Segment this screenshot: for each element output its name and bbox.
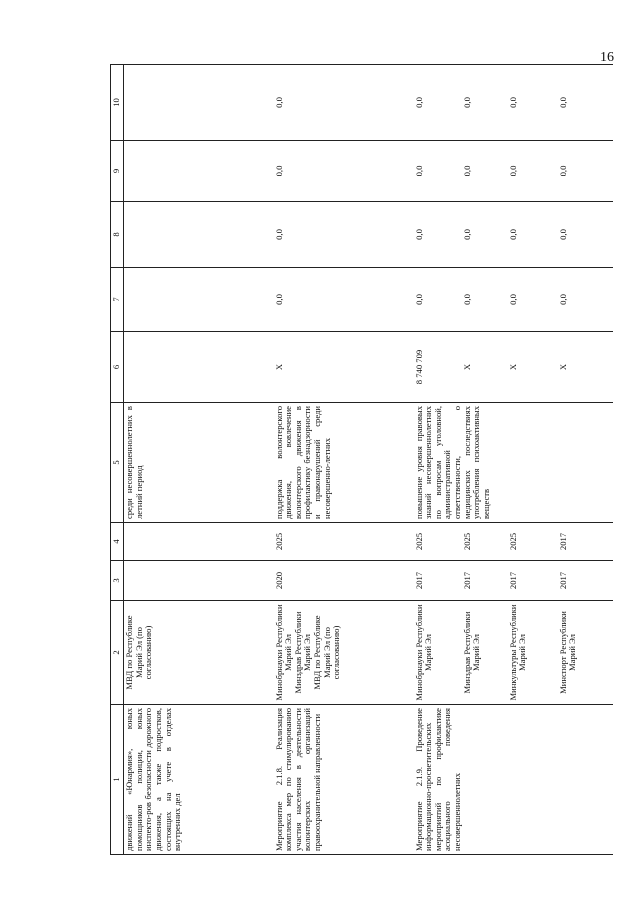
measure-cell: Мероприятие 2.1.8. Реализация комплекса мер по стимулированию участия населения в деятельности волонтерских организаций правоохранительной направленности (274, 705, 414, 855)
header-cell: 8 (111, 202, 124, 268)
header-cell: 5 (111, 403, 124, 523)
header-cell: 1 (111, 705, 124, 855)
header-cell: 6 (111, 332, 124, 403)
executor-cell: Минздрав Республики Марий Эл (462, 601, 508, 705)
start-year-cell: 2017 (414, 561, 462, 601)
value-cell (124, 332, 274, 403)
executor-cell: МВД по Республике Марий Эл (по согласованию) (124, 601, 274, 705)
executor-cell: Минкультуры Республики Марий Эл (508, 601, 558, 705)
executor-cell: Минобрнауки Республики Марий Эл (414, 601, 462, 705)
value-cell: 0,0 (414, 268, 462, 332)
header-cell: 4 (111, 523, 124, 561)
header-cell: 3 (111, 561, 124, 601)
result-cell: среди несовершеннолетних в летний период (124, 403, 274, 523)
value-cell: 0,0 (558, 202, 613, 268)
header-row (111, 65, 124, 855)
value-cell: 0,0 (274, 141, 414, 202)
start-year-cell: 2020 (274, 561, 414, 601)
executor-cell: Минспорт Республики Марий Эл (558, 601, 613, 705)
value-cell: X (274, 332, 414, 403)
page-number: 16 (600, 50, 614, 65)
value-cell: X (508, 332, 558, 403)
value-cell: 0,0 (462, 141, 508, 202)
end-year-cell: 2017 (558, 523, 613, 561)
value-cell: 0,0 (508, 202, 558, 268)
value-cell: 0,0 (274, 268, 414, 332)
start-year-cell: 2017 (462, 561, 508, 601)
value-cell: 0,0 (508, 141, 558, 202)
table-row (414, 65, 462, 855)
header-cell: 9 (111, 141, 124, 202)
value-cell (124, 268, 274, 332)
value-cell: 0,0 (414, 141, 462, 202)
table-row (124, 65, 274, 855)
value-cell: 8 740 709 (414, 332, 462, 403)
header-cell: 2 (111, 601, 124, 705)
value-cell (124, 65, 274, 141)
end-year-cell: 2025 (274, 523, 414, 561)
value-cell: 0,0 (508, 65, 558, 141)
value-cell: X (462, 332, 508, 403)
result-cell: повышение уровня правовых знаний несовершеннолетних по вопросам уголовной, административной ответственности, о медицинских последствиях употребления психоактивных веществ (414, 403, 613, 523)
header-cell: 10 (111, 65, 124, 141)
table-row (274, 65, 414, 855)
executor-cell: Минобрнауки Республики Марий Эл Минздрав Республики Марий Эл МВД по Республике Марий Эл (по согласованию) (274, 601, 414, 705)
value-cell: 0,0 (558, 65, 613, 141)
value-cell: 0,0 (414, 202, 462, 268)
value-cell: 0,0 (558, 141, 613, 202)
header-cell: 7 (111, 268, 124, 332)
value-cell: 0,0 (274, 202, 414, 268)
start-year-cell: 2017 (558, 561, 613, 601)
measure-cell: Мероприятие 2.1.9. Проведение информационно-просветительских мероприятий по профилактике асоциального поведения несовершеннолетних (414, 705, 613, 855)
value-cell: 0,0 (462, 268, 508, 332)
measure-cell: движений «Юнармия», юных помощников полиции, юных инспекто-ров безопасности дорожного движения, а также подростков, состоящих на учете в отделах внутренних дел (124, 705, 274, 855)
start-year-cell: 2017 (508, 561, 558, 601)
end-year-cell (124, 523, 274, 561)
value-cell: X (558, 332, 613, 403)
value-cell: 0,0 (558, 268, 613, 332)
value-cell: 0,0 (462, 65, 508, 141)
result-cell: поддержка волонтерского движения, вовлечение волонтерского движения в профилактику безнадзорности и правонарушений среди несовершенно-летних (274, 403, 414, 523)
value-cell (124, 141, 274, 202)
value-cell (124, 202, 274, 268)
end-year-cell: 2025 (414, 523, 462, 561)
rotated-table-container (110, 65, 615, 855)
value-cell: 0,0 (462, 202, 508, 268)
value-cell: 0,0 (414, 65, 462, 141)
value-cell: 0,0 (274, 65, 414, 141)
start-year-cell (124, 561, 274, 601)
value-cell: 0,0 (508, 268, 558, 332)
end-year-cell: 2025 (462, 523, 508, 561)
program-table (110, 64, 613, 855)
end-year-cell: 2025 (508, 523, 558, 561)
